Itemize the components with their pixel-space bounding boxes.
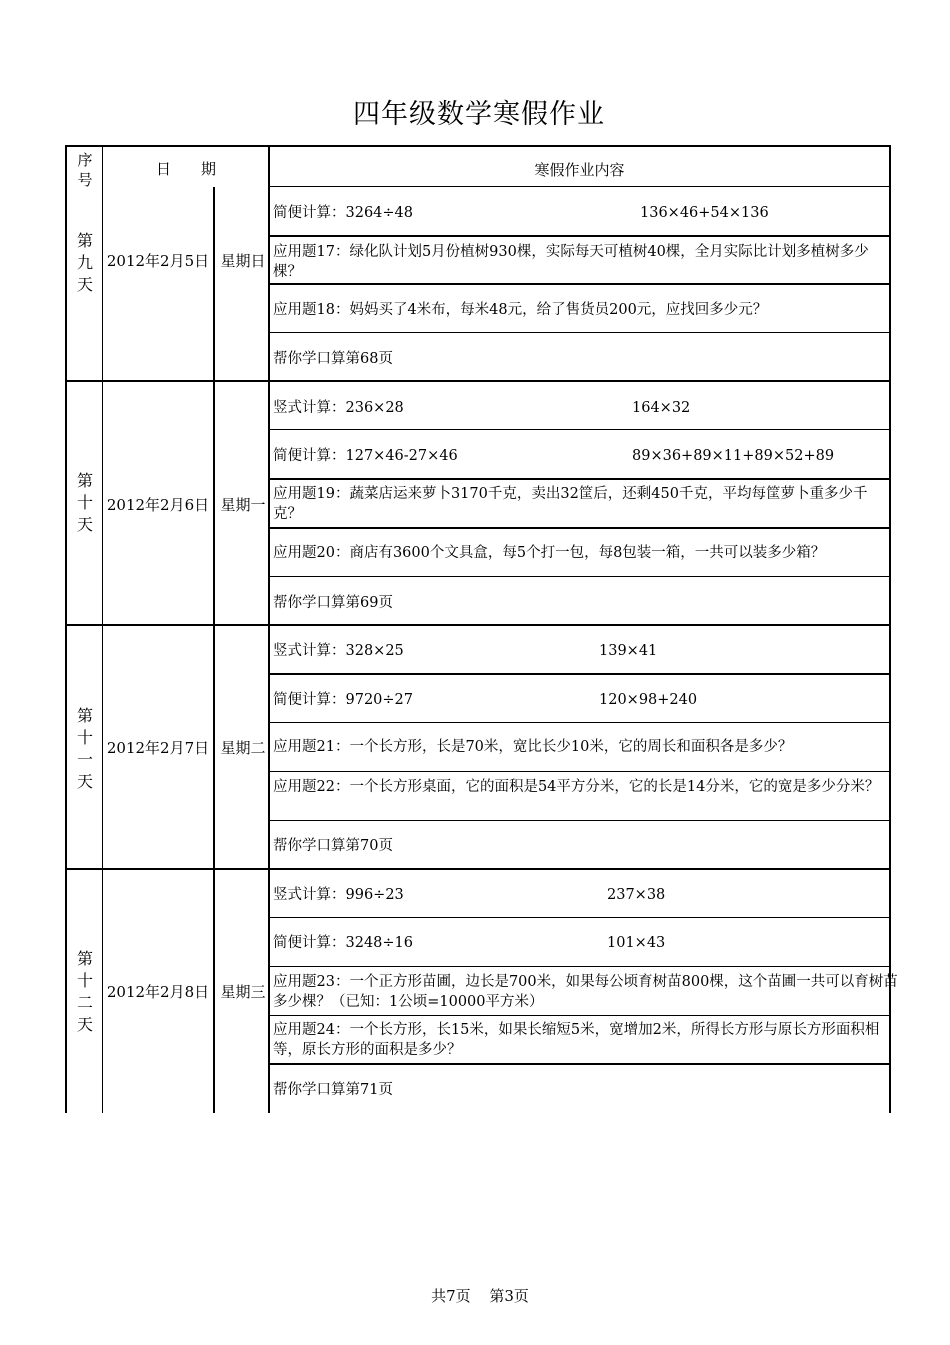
day-seq: 第十二天 [77,949,94,1034]
task-label: 应用题20：商店有3600个文具盒，每5个打一包，每8包装一箱，一共可以装多少箱？ [273,545,826,561]
task-extra: 164×32 [632,400,691,416]
task-extra: 101×43 [607,935,666,951]
row-divider [268,283,891,285]
task-label: 帮你学口算第69页 [273,595,393,611]
day-weekday: 星期一 [220,496,266,514]
task-label: 应用题19：蔬菜店运来萝卜3170千克，卖出32筐后，还剩450千克，平均每筐萝卜重多少千克？ [273,486,868,522]
task-label: 帮你学口算第70页 [273,838,393,854]
task-label: 竖式计算：996÷23 [273,887,404,903]
day-divider [65,624,891,626]
day-weekday: 星期日 [220,252,266,270]
task-label: 应用题24：一个长方形，长15米，如果长缩短5米，宽增加2米，所得长方形与原长方形面积相等，原长方形的面积是多少？ [273,1022,880,1058]
day-divider [65,380,891,382]
row-divider [268,1063,891,1065]
day-date: 2012年2月5日 [106,252,210,270]
row-divider [268,1015,891,1016]
task-label: 应用题21：一个长方形，长是70米，宽比长少10米，它的周长和面积各是多少？ [273,739,793,755]
task-extra: 120×98+240 [599,692,698,708]
row-divider [268,966,891,967]
task-extra: 136×46+54×136 [640,205,769,221]
day-seq: 第十一天 [77,706,94,791]
row-divider [268,332,891,333]
row-divider [268,673,891,675]
table-border-top [65,145,891,147]
row-divider [268,478,891,480]
row-divider [268,820,891,821]
row-divider [268,429,891,430]
day-divider [65,868,891,870]
task-label: 帮你学口算第68页 [273,351,393,367]
row-divider [268,527,891,529]
task-label: 应用题22：一个长方形桌面，它的面积是54平方分米，它的长是14分米，它的宽是多少分米？ [273,779,880,795]
day-date: 2012年2月8日 [106,983,210,1001]
row-divider [268,576,891,577]
task-extra: 89×36+89×11+89×52+89 [632,448,835,464]
task-label: 简便计算：3264÷48 [273,205,414,221]
page-title: 四年级数学寒假作业 [353,99,605,130]
task-label: 帮你学口算第71页 [273,1082,393,1098]
page-footer: 共7页 第3页 [431,1287,529,1305]
header-date: 日 期 [155,160,216,178]
task-label: 竖式计算：236×28 [273,400,404,416]
task-label: 简便计算：3248÷16 [273,935,414,951]
task-label: 简便计算：9720÷27 [273,692,414,708]
row-divider [268,235,891,237]
day-date: 2012年2月7日 [106,739,210,757]
task-label: 应用题23：一个正方形苗圃，边长是700米，如果每公顷育树苗800棵，这个苗圃一共可以育树苗多少棵？（已知：1公顷=10000平方米） [273,974,898,1010]
task-label: 应用题18：妈妈买了4米布，每米48元，给了售货员200元，应找回多少元？ [273,302,768,318]
row-divider [268,917,891,918]
header-content: 寒假作业内容 [534,161,625,179]
row-divider [268,771,891,772]
col-divider-date [213,187,215,1113]
day-seq: 第九天 [77,231,94,294]
day-weekday: 星期二 [220,739,266,757]
day-seq: 第十天 [77,471,94,534]
task-label: 应用题17：绿化队计划5月份植树930棵，实际每天可植树40棵，全月实际比计划多植树多少棵？ [273,244,869,280]
row-divider [268,722,891,723]
task-label: 简便计算：127×46-27×46 [273,448,458,464]
header-seq: 序号 [77,151,93,189]
table-border-right [889,145,891,1113]
col-divider-content [268,145,270,1113]
row-divider [268,186,891,187]
day-date: 2012年2月6日 [106,496,210,514]
task-label: 竖式计算：328×25 [273,643,404,659]
day-weekday: 星期三 [220,983,266,1001]
task-extra: 139×41 [599,643,658,659]
task-extra: 237×38 [607,887,666,903]
